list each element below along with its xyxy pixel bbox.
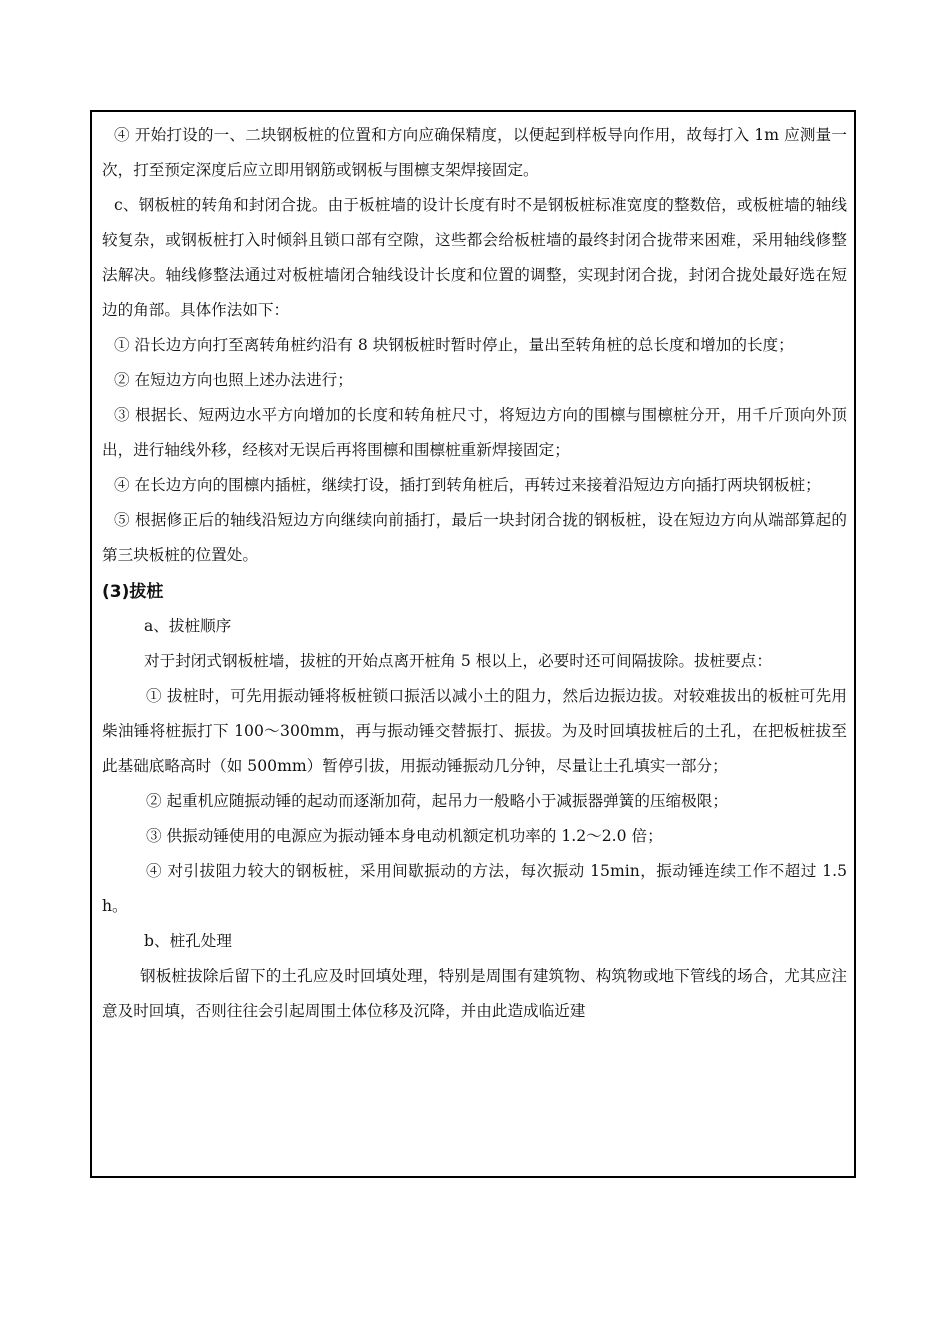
paragraph: 钢板桩拔除后留下的土孔应及时回填处理，特别是周围有建筑物、构筑物或地下管线的场合，尤其应注意及时回填，否则往往会引起周围土体位移及沉降，并由此造成临近建	[102, 967, 847, 1020]
document-content	[102, 118, 847, 1029]
paragraph: ④ 开始打设的一、二块钢板桩的位置和方向应确保精度，以便起到样板导向作用，故每打入 1m 应测量一次，打至预定深度后应立即用钢筋或钢板与围檩支架焊接固定。	[102, 126, 847, 179]
paragraph: ① 拔桩时，可先用振动锤将板桩锁口振活以减小土的阻力，然后边振边拔。对较难拔出的板桩可先用柴油锤将桩振打下 100～300mm，再与振动锤交替振打、振拔。为及时回填拔桩后的土孔，在把板桩拔至此基础底略高时（如 500mm）暂停引拔，用振动锤振动几分钟，尽量让土孔填实一部分；	[102, 687, 847, 775]
paragraph: 对于封闭式钢板桩墙，拔桩的开始点离开桩角 5 根以上，必要时还可间隔拔除。拔桩要点：	[144, 652, 772, 670]
paragraph: a、拔桩顺序	[144, 617, 232, 635]
construction-steps	[102, 118, 847, 573]
paragraph: b、桩孔处理	[144, 932, 232, 950]
section-heading: (3)拔桩	[102, 582, 164, 602]
pile-extraction-steps	[102, 609, 847, 1029]
paragraph: ③ 根据长、短两边水平方向增加的长度和转角桩尺寸，将短边方向的围檩与围檩桩分开，用千斤顶向外顶出，进行轴线外移，经核对无误后再将围檩和围檩桩重新焊接固定；	[102, 406, 847, 459]
paragraph: ⑤ 根据修正后的轴线沿短边方向继续向前插打，最后一块封闭合拢的钢板桩，设在短边方向从端部算起的第三块板桩的位置处。	[102, 511, 847, 564]
paragraph: ④ 对引拔阻力较大的钢板桩，采用间歇振动的方法，每次振动 15min，振动锤连续工作不超过 1.5h。	[102, 862, 847, 915]
paragraph: ② 在短边方向也照上述办法进行；	[114, 371, 353, 389]
paragraph: ④ 在长边方向的围檩内插桩，继续打设，插打到转角桩后，再转过来接着沿短边方向插打两块钢板桩；	[114, 476, 821, 494]
paragraph: ① 沿长边方向打至离转角桩约沿有 8 块钢板桩时暂时停止，量出至转角桩的总长度和增加的长度；	[114, 336, 794, 354]
paragraph: ② 起重机应随振动锤的起动而逐渐加荷，起吊力一般略小于减振器弹簧的压缩极限；	[146, 792, 728, 810]
paragraph: ③ 供振动锤使用的电源应为振动锤本身电动机额定机功率的 1.2～2.0 倍；	[146, 827, 663, 845]
paragraph: c、钢板桩的转角和封闭合拢。由于板桩墙的设计长度有时不是钢板桩标准宽度的整数倍，或板桩墙的轴线较复杂，或钢板桩打入时倾斜且锁口部有空隙，这些都会给板桩墙的最终封闭合拢带来困难，采用轴线修整法解决。轴线修整法通过对板桩墙闭合轴线设计长度和位置的调整，实现封闭合拢，封闭合拢处最好选在短边的角部。具体作法如下：	[102, 196, 847, 319]
document-frame	[90, 110, 856, 1178]
